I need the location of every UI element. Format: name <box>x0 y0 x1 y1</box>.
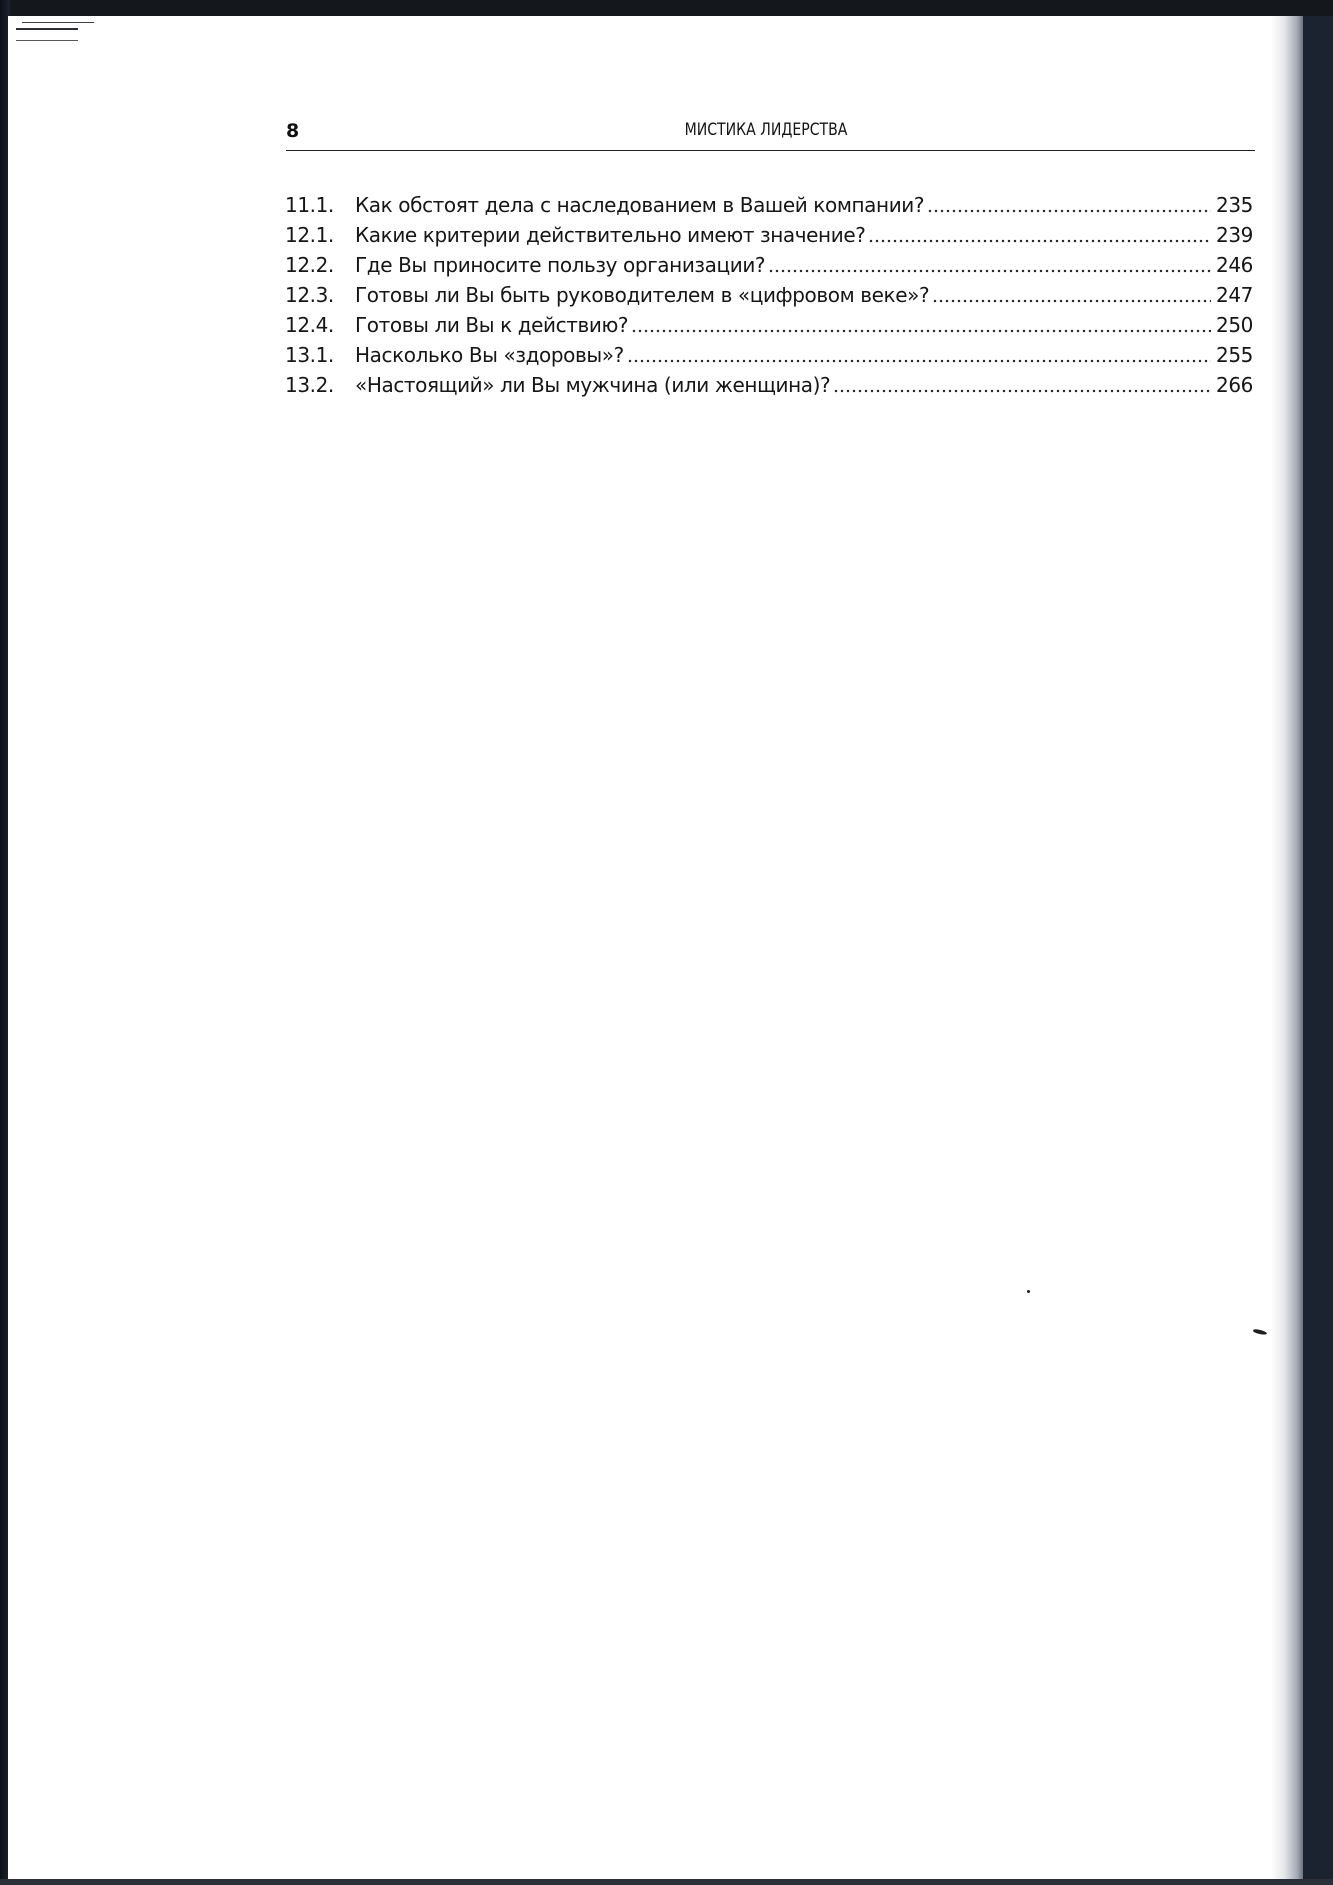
toc-entry-title: Насколько Вы «здоровы»? <box>355 343 624 367</box>
toc-entry <box>285 193 1253 223</box>
running-head <box>277 104 1255 142</box>
toc-entry <box>285 373 1253 403</box>
toc-entry-page: 255 <box>1216 343 1253 367</box>
toc-dot-leader <box>627 359 1211 363</box>
book-title: МИСТИКА ЛИДЕРСТВА <box>684 120 848 140</box>
toc-entry-number: 13.1. <box>285 343 334 367</box>
toc-entry-number: 12.4. <box>285 313 334 337</box>
toc-entry-page: 247 <box>1216 283 1253 307</box>
toc-entry-page: 239 <box>1216 223 1253 247</box>
toc-entry-number: 13.2. <box>285 373 334 397</box>
scan-speck <box>1253 1329 1268 1336</box>
toc-entry-title: Как обстоят дела с наследованием в Вашей компании? <box>355 193 925 217</box>
toc-entry-number: 12.3. <box>285 283 334 307</box>
toc-entry <box>285 223 1253 253</box>
toc-entry-page: 250 <box>1216 313 1253 337</box>
toc-entry <box>285 343 1253 373</box>
toc-dot-leader <box>631 329 1211 333</box>
toc-entry-number: 12.1. <box>285 223 334 247</box>
toc-dot-leader <box>833 389 1211 393</box>
toc-dot-leader <box>868 239 1211 243</box>
book-page <box>8 16 1303 1879</box>
toc-entry-page: 246 <box>1216 253 1253 277</box>
toc-entry-title: Где Вы приносите пользу организации? <box>355 253 766 277</box>
toc-entry <box>285 313 1253 343</box>
scan-top-edge <box>0 0 1333 16</box>
toc-entry-page: 266 <box>1216 373 1253 397</box>
page-gutter-shadow <box>1271 16 1303 1879</box>
table-of-contents <box>285 193 1253 403</box>
toc-entry <box>285 253 1253 283</box>
toc-entry-title: Готовы ли Вы к действию? <box>355 313 629 337</box>
scan-bottom-edge <box>0 1879 1333 1885</box>
toc-dot-leader <box>927 209 1211 213</box>
toc-entry-number: 12.2. <box>285 253 334 277</box>
toc-dot-leader <box>932 299 1211 303</box>
page-number: 8 <box>286 120 300 142</box>
toc-entry-title: Готовы ли Вы быть руководителем в «цифровом веке»? <box>355 283 930 307</box>
toc-dot-leader <box>768 269 1211 273</box>
scan-speck <box>1027 1290 1030 1293</box>
page-stack-edge-secondary <box>22 22 94 27</box>
page-stack-edge <box>16 28 78 41</box>
toc-entry-title: Какие критерии действительно имеют значение? <box>355 223 866 247</box>
toc-entry-number: 11.1. <box>285 193 334 217</box>
header-rule <box>286 150 1255 151</box>
toc-entry <box>285 283 1253 313</box>
toc-entry-title: «Настоящий» ли Вы мужчина (или женщина)? <box>355 373 831 397</box>
toc-entry-page: 235 <box>1216 193 1253 217</box>
